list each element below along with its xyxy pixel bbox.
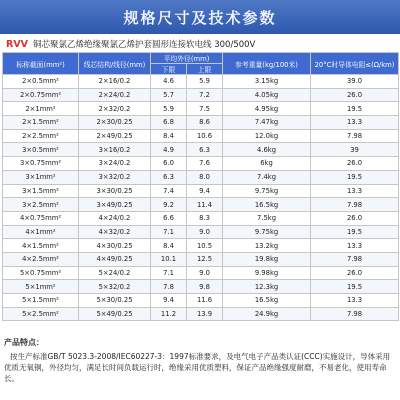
cell-upper: 7.5 bbox=[187, 102, 223, 116]
cell-spec: 5×1mm² bbox=[3, 280, 79, 294]
product-description: 铜芯聚氯乙烯绝缘聚氯乙烯护套圆形连接软电线 300/500V bbox=[33, 40, 256, 50]
cell-upper: 11.4 bbox=[187, 198, 223, 212]
table-row bbox=[3, 170, 399, 184]
cell-resistance: 13.3 bbox=[311, 184, 399, 198]
header-resistance: 20°C时导体电阻≤(Ω/km) bbox=[311, 53, 399, 75]
cell-lower: 11.2 bbox=[151, 307, 187, 321]
cell-structure: 4×32/0.2 bbox=[79, 225, 151, 239]
cell-structure: 3×49/0.25 bbox=[79, 198, 151, 212]
cell-weight: 12.3kg bbox=[223, 280, 311, 294]
cell-lower: 6.6 bbox=[151, 211, 187, 225]
cell-spec: 4×0.75mm² bbox=[3, 211, 79, 225]
cell-lower: 4.9 bbox=[151, 143, 187, 157]
header-outer-diameter: 平均外径(mm) bbox=[151, 53, 223, 64]
cell-lower: 8.4 bbox=[151, 129, 187, 143]
cell-upper: 7.2 bbox=[187, 88, 223, 102]
cell-weight: 9.98kg bbox=[223, 266, 311, 280]
page-title: 规格尺寸及技术参数 bbox=[123, 8, 277, 27]
cell-resistance: 39.0 bbox=[311, 75, 399, 89]
cell-lower: 6.3 bbox=[151, 170, 187, 184]
header-structure: 线芯结构/线径(mm) bbox=[79, 53, 151, 75]
cell-resistance: 7.98 bbox=[311, 307, 399, 321]
cell-weight: 16.5kg bbox=[223, 198, 311, 212]
cell-weight: 24.9kg bbox=[223, 307, 311, 321]
cell-upper: 9.0 bbox=[187, 225, 223, 239]
cell-resistance: 26.0 bbox=[311, 211, 399, 225]
cell-structure: 5×32/0.2 bbox=[79, 280, 151, 294]
cell-lower: 10.1 bbox=[151, 252, 187, 266]
header-weight: 参考重量(kg/100米) bbox=[223, 53, 311, 75]
cell-upper: 12.5 bbox=[187, 252, 223, 266]
cell-spec: 3×1.5mm² bbox=[3, 184, 79, 198]
table-row bbox=[3, 266, 399, 280]
cell-structure: 2×49/0.25 bbox=[79, 129, 151, 143]
cell-structure: 5×24/0.2 bbox=[79, 266, 151, 280]
cell-lower: 5.9 bbox=[151, 102, 187, 116]
model-code: RVV bbox=[6, 38, 29, 50]
cell-weight: 7.4kg bbox=[223, 170, 311, 184]
table-row bbox=[3, 129, 399, 143]
cell-spec: 5×2.5mm² bbox=[3, 307, 79, 321]
cell-lower: 7.1 bbox=[151, 225, 187, 239]
cell-upper: 6.3 bbox=[187, 143, 223, 157]
cell-upper: 7.6 bbox=[187, 157, 223, 171]
cell-weight: 19.8kg bbox=[223, 252, 311, 266]
cell-spec: 2×2.5mm² bbox=[3, 129, 79, 143]
cell-structure: 4×49/0.25 bbox=[79, 252, 151, 266]
cell-weight: 3.15kg bbox=[223, 75, 311, 89]
cell-weight: 4.6kg bbox=[223, 143, 311, 157]
cell-resistance: 7.98 bbox=[311, 252, 399, 266]
cell-weight: 16.5kg bbox=[223, 294, 311, 308]
cell-lower: 7.8 bbox=[151, 280, 187, 294]
spec-table bbox=[2, 52, 399, 321]
cell-spec: 4×2.5mm² bbox=[3, 252, 79, 266]
cell-spec: 3×2.5mm² bbox=[3, 198, 79, 212]
cell-spec: 5×1.5mm² bbox=[3, 294, 79, 308]
cell-structure: 4×30/0.25 bbox=[79, 239, 151, 253]
cell-resistance: 26.0 bbox=[311, 88, 399, 102]
cell-lower: 7.1 bbox=[151, 266, 187, 280]
cell-spec: 3×1mm² bbox=[3, 170, 79, 184]
cell-resistance: 26.0 bbox=[311, 266, 399, 280]
table-row bbox=[3, 143, 399, 157]
cell-upper: 8.3 bbox=[187, 211, 223, 225]
cell-structure: 2×24/0.2 bbox=[79, 88, 151, 102]
spec-table-body bbox=[3, 75, 399, 321]
table-row bbox=[3, 280, 399, 294]
table-row bbox=[3, 239, 399, 253]
table-row bbox=[3, 225, 399, 239]
cell-structure: 4×24/0.2 bbox=[79, 211, 151, 225]
table-row bbox=[3, 75, 399, 89]
cell-upper: 9.4 bbox=[187, 184, 223, 198]
cell-lower: 9.2 bbox=[151, 198, 187, 212]
cell-structure: 3×16/0.2 bbox=[79, 143, 151, 157]
cell-weight: 6kg bbox=[223, 157, 311, 171]
cell-weight: 7.5kg bbox=[223, 211, 311, 225]
cell-spec: 2×1mm² bbox=[3, 102, 79, 116]
cell-spec: 3×0.5mm² bbox=[3, 143, 79, 157]
cell-resistance: 7.98 bbox=[311, 198, 399, 212]
features-text: 按生产标准GB/T 5023.3-2008/IEC60227-3：1997标准要求，及电气电子产品类认证(CCC)实施设计，导体采用优质无氧铜，外径均匀，满足长时间负载运行时，绝缘采用优质塑料，保证产品绝缘强度耐磨，不易老化，使用寿命长。 bbox=[4, 352, 391, 383]
cell-upper: 9.0 bbox=[187, 266, 223, 280]
cell-weight: 12.0kg bbox=[223, 129, 311, 143]
cell-upper: 8.6 bbox=[187, 116, 223, 130]
cell-resistance: 13.3 bbox=[311, 294, 399, 308]
table-row bbox=[3, 157, 399, 171]
cell-weight: 13.2kg bbox=[223, 239, 311, 253]
cell-structure: 2×30/0.25 bbox=[79, 116, 151, 130]
cell-lower: 4.6 bbox=[151, 75, 187, 89]
cell-lower: 8.4 bbox=[151, 239, 187, 253]
table-row bbox=[3, 211, 399, 225]
cell-resistance: 19.5 bbox=[311, 280, 399, 294]
cell-spec: 4×1mm² bbox=[3, 225, 79, 239]
header-spec: 标称截面(mm²) bbox=[3, 53, 79, 75]
cell-upper: 9.8 bbox=[187, 280, 223, 294]
cell-structure: 3×24/0.2 bbox=[79, 157, 151, 171]
cell-upper: 10.6 bbox=[187, 129, 223, 143]
cell-structure: 5×49/0.25 bbox=[79, 307, 151, 321]
table-row bbox=[3, 102, 399, 116]
table-row bbox=[3, 198, 399, 212]
cell-upper: 10.5 bbox=[187, 239, 223, 253]
cell-weight: 4.95kg bbox=[223, 102, 311, 116]
table-row bbox=[3, 252, 399, 266]
cell-lower: 6.0 bbox=[151, 157, 187, 171]
cell-spec: 2×0.5mm² bbox=[3, 75, 79, 89]
cell-resistance: 19.5 bbox=[311, 225, 399, 239]
cell-structure: 3×30/0.25 bbox=[79, 184, 151, 198]
cell-structure: 2×32/0.2 bbox=[79, 102, 151, 116]
features-heading: 产品特点： bbox=[4, 338, 44, 347]
cell-lower: 9.4 bbox=[151, 294, 187, 308]
cell-structure: 3×32/0.2 bbox=[79, 170, 151, 184]
header-lower: 下限 bbox=[151, 64, 187, 75]
cell-lower: 7.4 bbox=[151, 184, 187, 198]
banner bbox=[0, 0, 400, 34]
spec-table-header bbox=[3, 53, 399, 75]
cell-upper: 8.0 bbox=[187, 170, 223, 184]
cell-resistance: 13.3 bbox=[311, 116, 399, 130]
cell-upper: 13.9 bbox=[187, 307, 223, 321]
cell-upper: 11.6 bbox=[187, 294, 223, 308]
cell-lower: 6.8 bbox=[151, 116, 187, 130]
table-row bbox=[3, 184, 399, 198]
cell-structure: 5×30/0.25 bbox=[79, 294, 151, 308]
cell-spec: 5×0.75mm² bbox=[3, 266, 79, 280]
cell-resistance: 26.0 bbox=[311, 157, 399, 171]
cell-spec: 4×1.5mm² bbox=[3, 239, 79, 253]
cell-weight: 9.75kg bbox=[223, 184, 311, 198]
header-upper: 上限 bbox=[187, 64, 223, 75]
cell-weight: 4.05kg bbox=[223, 88, 311, 102]
cell-resistance: 39 bbox=[311, 143, 399, 157]
cell-structure: 2×16/0.2 bbox=[79, 75, 151, 89]
cell-spec: 2×0.75mm² bbox=[3, 88, 79, 102]
cell-resistance: 19.5 bbox=[311, 170, 399, 184]
cell-lower: 5.7 bbox=[151, 88, 187, 102]
cell-spec: 2×1.5mm² bbox=[3, 116, 79, 130]
table-row bbox=[3, 88, 399, 102]
cell-resistance: 19.5 bbox=[311, 102, 399, 116]
cell-resistance: 13.3 bbox=[311, 239, 399, 253]
cell-weight: 9.75kg bbox=[223, 225, 311, 239]
cell-upper: 5.9 bbox=[187, 75, 223, 89]
table-row bbox=[3, 307, 399, 321]
cell-weight: 7.47kg bbox=[223, 116, 311, 130]
product-subtitle bbox=[0, 36, 400, 52]
table-row bbox=[3, 294, 399, 308]
cell-spec: 3×0.75mm² bbox=[3, 157, 79, 171]
table-row bbox=[3, 116, 399, 130]
cell-resistance: 7.98 bbox=[311, 129, 399, 143]
